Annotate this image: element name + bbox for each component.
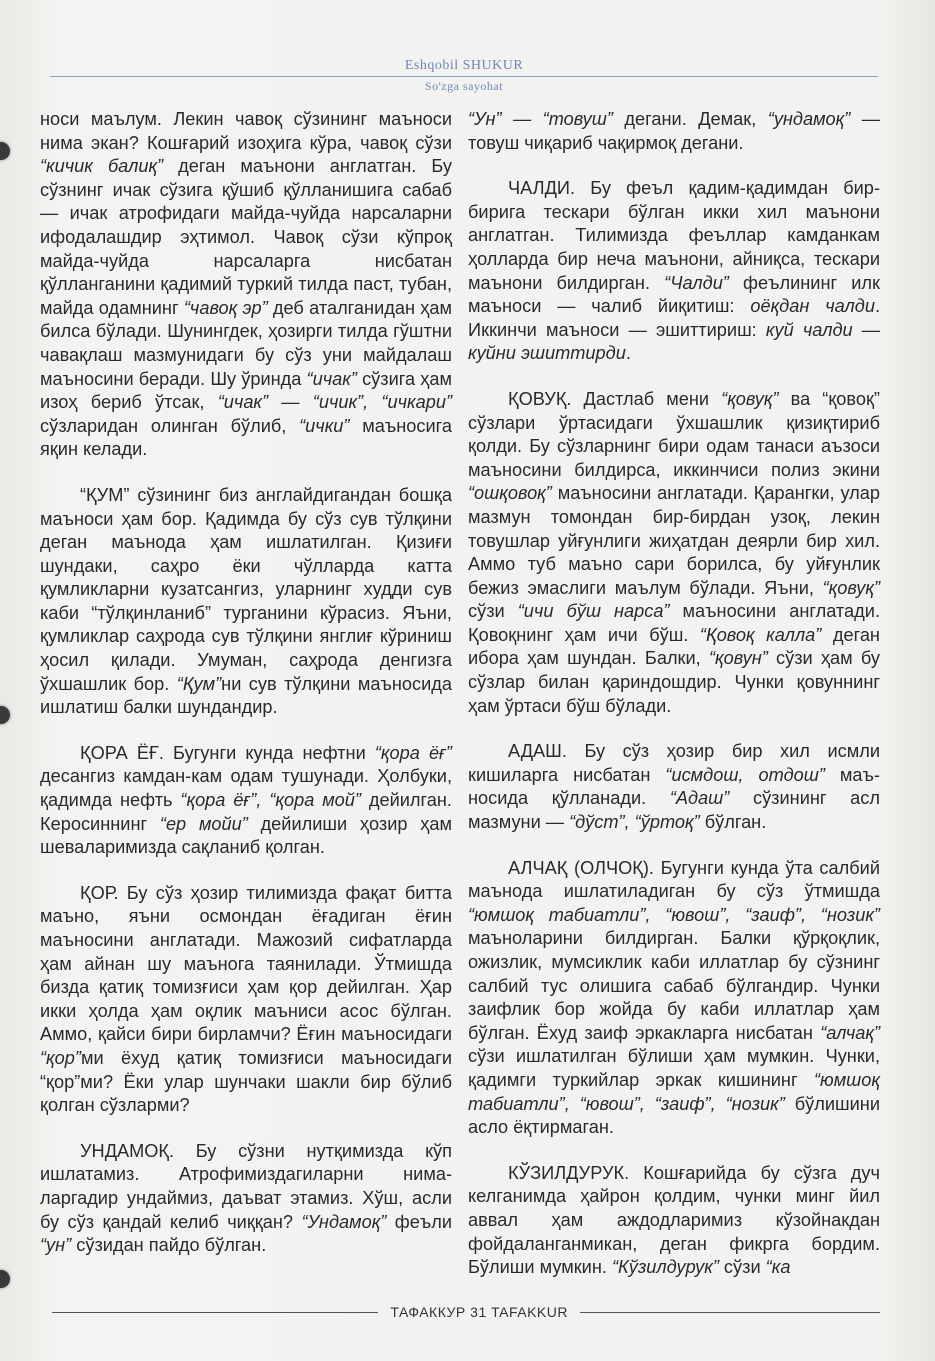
header-rule (50, 76, 878, 77)
header-subtitle: So'zga sayohat (424, 79, 504, 93)
paragraph: АДАШ. Бу сўз ҳозир бир хил исмли кишиларга нисбатан “исмдош, отдош” маъносида қўлланади. “Адаш” сўзининг асл мазмуни — “дўст”, “ўртоқ” бўлган. (468, 741, 881, 833)
header-author: Eshqobil SHUKUR (404, 58, 524, 73)
left-text-column (40, 108, 452, 1280)
paragraph: ҚОРА ЁҒ. Бугунги кунда нефтни “қора ёғ” десангиз камдан-кам одам тушунади. Ҳолбуки, қадимда нефть “қора ёғ”, “қора мой” дейилган. Керосиннинг “ер мойи” дейилиши ҳозир ҳам шеваларимизда сақланиб қолган. (40, 742, 452, 858)
page-footer (52, 1302, 880, 1322)
footer-rule-left (52, 1312, 378, 1313)
running-header (50, 58, 878, 93)
paragraph: КЎЗИЛДУРУК. Кошғарийда бу сўзга дуч келганимда ҳайрон қолдим, чунки минг йил аввал ҳам аждодларимиз кўзойнакдан фойдаланганмикан, деган фикрга бордим. Бўлиши мумкин. “Кўзилдурук” сўзи “ка (468, 1162, 880, 1278)
footer-label (378, 1304, 580, 1320)
footer-journal-cyrillic: ТАФАККУР (390, 1304, 466, 1320)
paragraph: “Ун” — “товуш” дегани. Демак, “ундамоқ” — товуш чиқариб чақирмоқ дегани. (468, 109, 880, 153)
footer-journal-latin: TAFAKKUR (491, 1304, 568, 1320)
paragraph: ҚОР. Бу сўз ҳозир тилимизда фақат битта маъно, яъни осмондан ёғадиган ёғин маъносини англатади. Мажозий сифатларда ҳам айнан шу маънога таянилади. Ўтмишда бизда қатиқ томизғиси ҳам қор дейилган. Ҳар икки ҳолда ҳам оқлик маъниси асос бўлган. Аммо, қайси бири бирламчи? Ёғин маъносидаги “қор”ми ёхуд қатиқ томизғиси маъносидаги “қор”ми? Ёки улар шунчаки шакли бир бўлиб қолган сўзларми? (40, 882, 452, 1116)
paragraph: “ҚУМ” сўзининг биз англайдигандан бошқа маъноси ҳам бор. Қадимда бу сўз сув тўлқини деган маънода ҳам ишлатилган. Қизиғи шундаки, саҳро ёки чўлларда катта қумликларни кузатсангиз, уларнинг худди сув каби “тўлқинланиб” турганини кўрасиз. Яъни, қумликлар саҳрода сув тўлқини янглиғ кўриниш ҳосил қилади. Умуман, саҳрода денгизга ўхшашлик бор. “Қум”ни сув тўлқини маъносида ишлатиш балки шундандир. (40, 484, 452, 718)
punch-hole (0, 142, 10, 160)
paragraph: АЛЧАҚ (ОЛЧОҚ). Бугунги кунда ўта салбий маънода ишлатиладиган бу сўз ўтмишда “юмшоқ табиатли”, “ювош”, “заиф”, “нозик” маъноларини билдирган. Балки қўрқоқлик, ожизлик, мумсиклик каби иллатлар бу сўзнинг салбий тус олишига сабаб бўлгандир. Чунки заифлик бор жойда бу каби иллатлар ҳам бўлган. Ёхуд заиф эркакларга нисбатан “алчақ” сўзи ишлатилган бўлиши ҳам мумкин. Чунки, қадимги туркийлар эркак кишининг “юмшоқ табиатли”, “ювош”, “заиф”, “нозик” бўлишини асло ёқтирмаган. (468, 857, 881, 1138)
paragraph: ЧАЛДИ. Бу феъл қадим-қадимдан бирбирига тескари бўлган икки хил маънони англатган. Тилимизда феъллар камданкам ҳолларда бир неча маънони, айниқса, тескари маънони билдирган. “Чалди” феълининг илк маъноси — чалиб йиқитиш: оёқдан чалди. Иккинчи маъноси — эшиттириш: куй чалди — куйни эшиттирди. (468, 178, 880, 364)
punch-hole (0, 706, 10, 724)
right-text-column (468, 108, 880, 1302)
page-number: 31 (470, 1304, 487, 1320)
footer-rule-right (580, 1312, 880, 1313)
paragraph: носи маълум. Лекин чавоқ сўзининг маъноси нима экан? Кошғарий изоҳига кўра, чавоқ сўзи “кичик балиқ” деган маънони англатган. Бу сўзнинг ичак сўзига қўшиб қўлланишига сабаб — ичак атрофидаги майда-чуйда нарсаларни ифодалашдир эҳтимол. Чавоқ сўзи кўпроқ майда-чуйда нарсаларга нисбатан қўлланганини қадимий туркий тилда паст, тубан, майда одамнинг “чавоқ эр” деб аталганидан ҳам билса бўлади. Шунингдек, ҳозирги тилда гўштни чавақлаш мазмунидаги бу сўз уни майдалаш маъносини беради. Шу ўринда “ичак” сўзига ҳам изоҳ бериб ўтсак, “ичак” — “ичик”, “ичкари” сўзларидан олинган бўлиб, “ички” маъносига яқин келади. (40, 109, 452, 460)
paragraph: УНДАМОҚ. Бу сўзни нутқимизда кўп ишлатамиз. Атрофимиздагиларни нималаргадир ундаймиз, даъват этамиз. Хўш, асли бу сўз қандай келиб чиққан? “Ундамоқ” феъли “ун” сўзидан пайдо бўлган. (40, 1140, 452, 1256)
paragraph: ҚОВУҚ. Дастлаб мени “қовуқ” ва “қовоқ” сўзлари ўртасидаги ўхшашлик қизиқтириб қолди. Бу сўзларнинг бири одам танаси аъзоси маъносини билдирса, иккинчиси полиз экини “ошқовоқ” маъносини англатади. Қарангки, улар мазмун томондан бир-бирдан узоқ, лекин товушлар уйғунлиги жиҳатдан деярли бир хил. Аммо туб маъно сари борилса, бу уйғунлик бежиз эмаслиги маълум бўлади. Яъни, “қовуқ” сўзи “ичи бўш нарса” маъносини англатади. Қовоқнинг ҳам ичи бўш. “Қовоқ калла” деган ибора ҳам шундан. Балки, “қовун” сўзи ҳам бу сўзлар билан қариндошдир. Чунки қовуннинг ҳам ўртаси бўш бўлади. (468, 388, 880, 716)
punch-hole (0, 1270, 10, 1288)
